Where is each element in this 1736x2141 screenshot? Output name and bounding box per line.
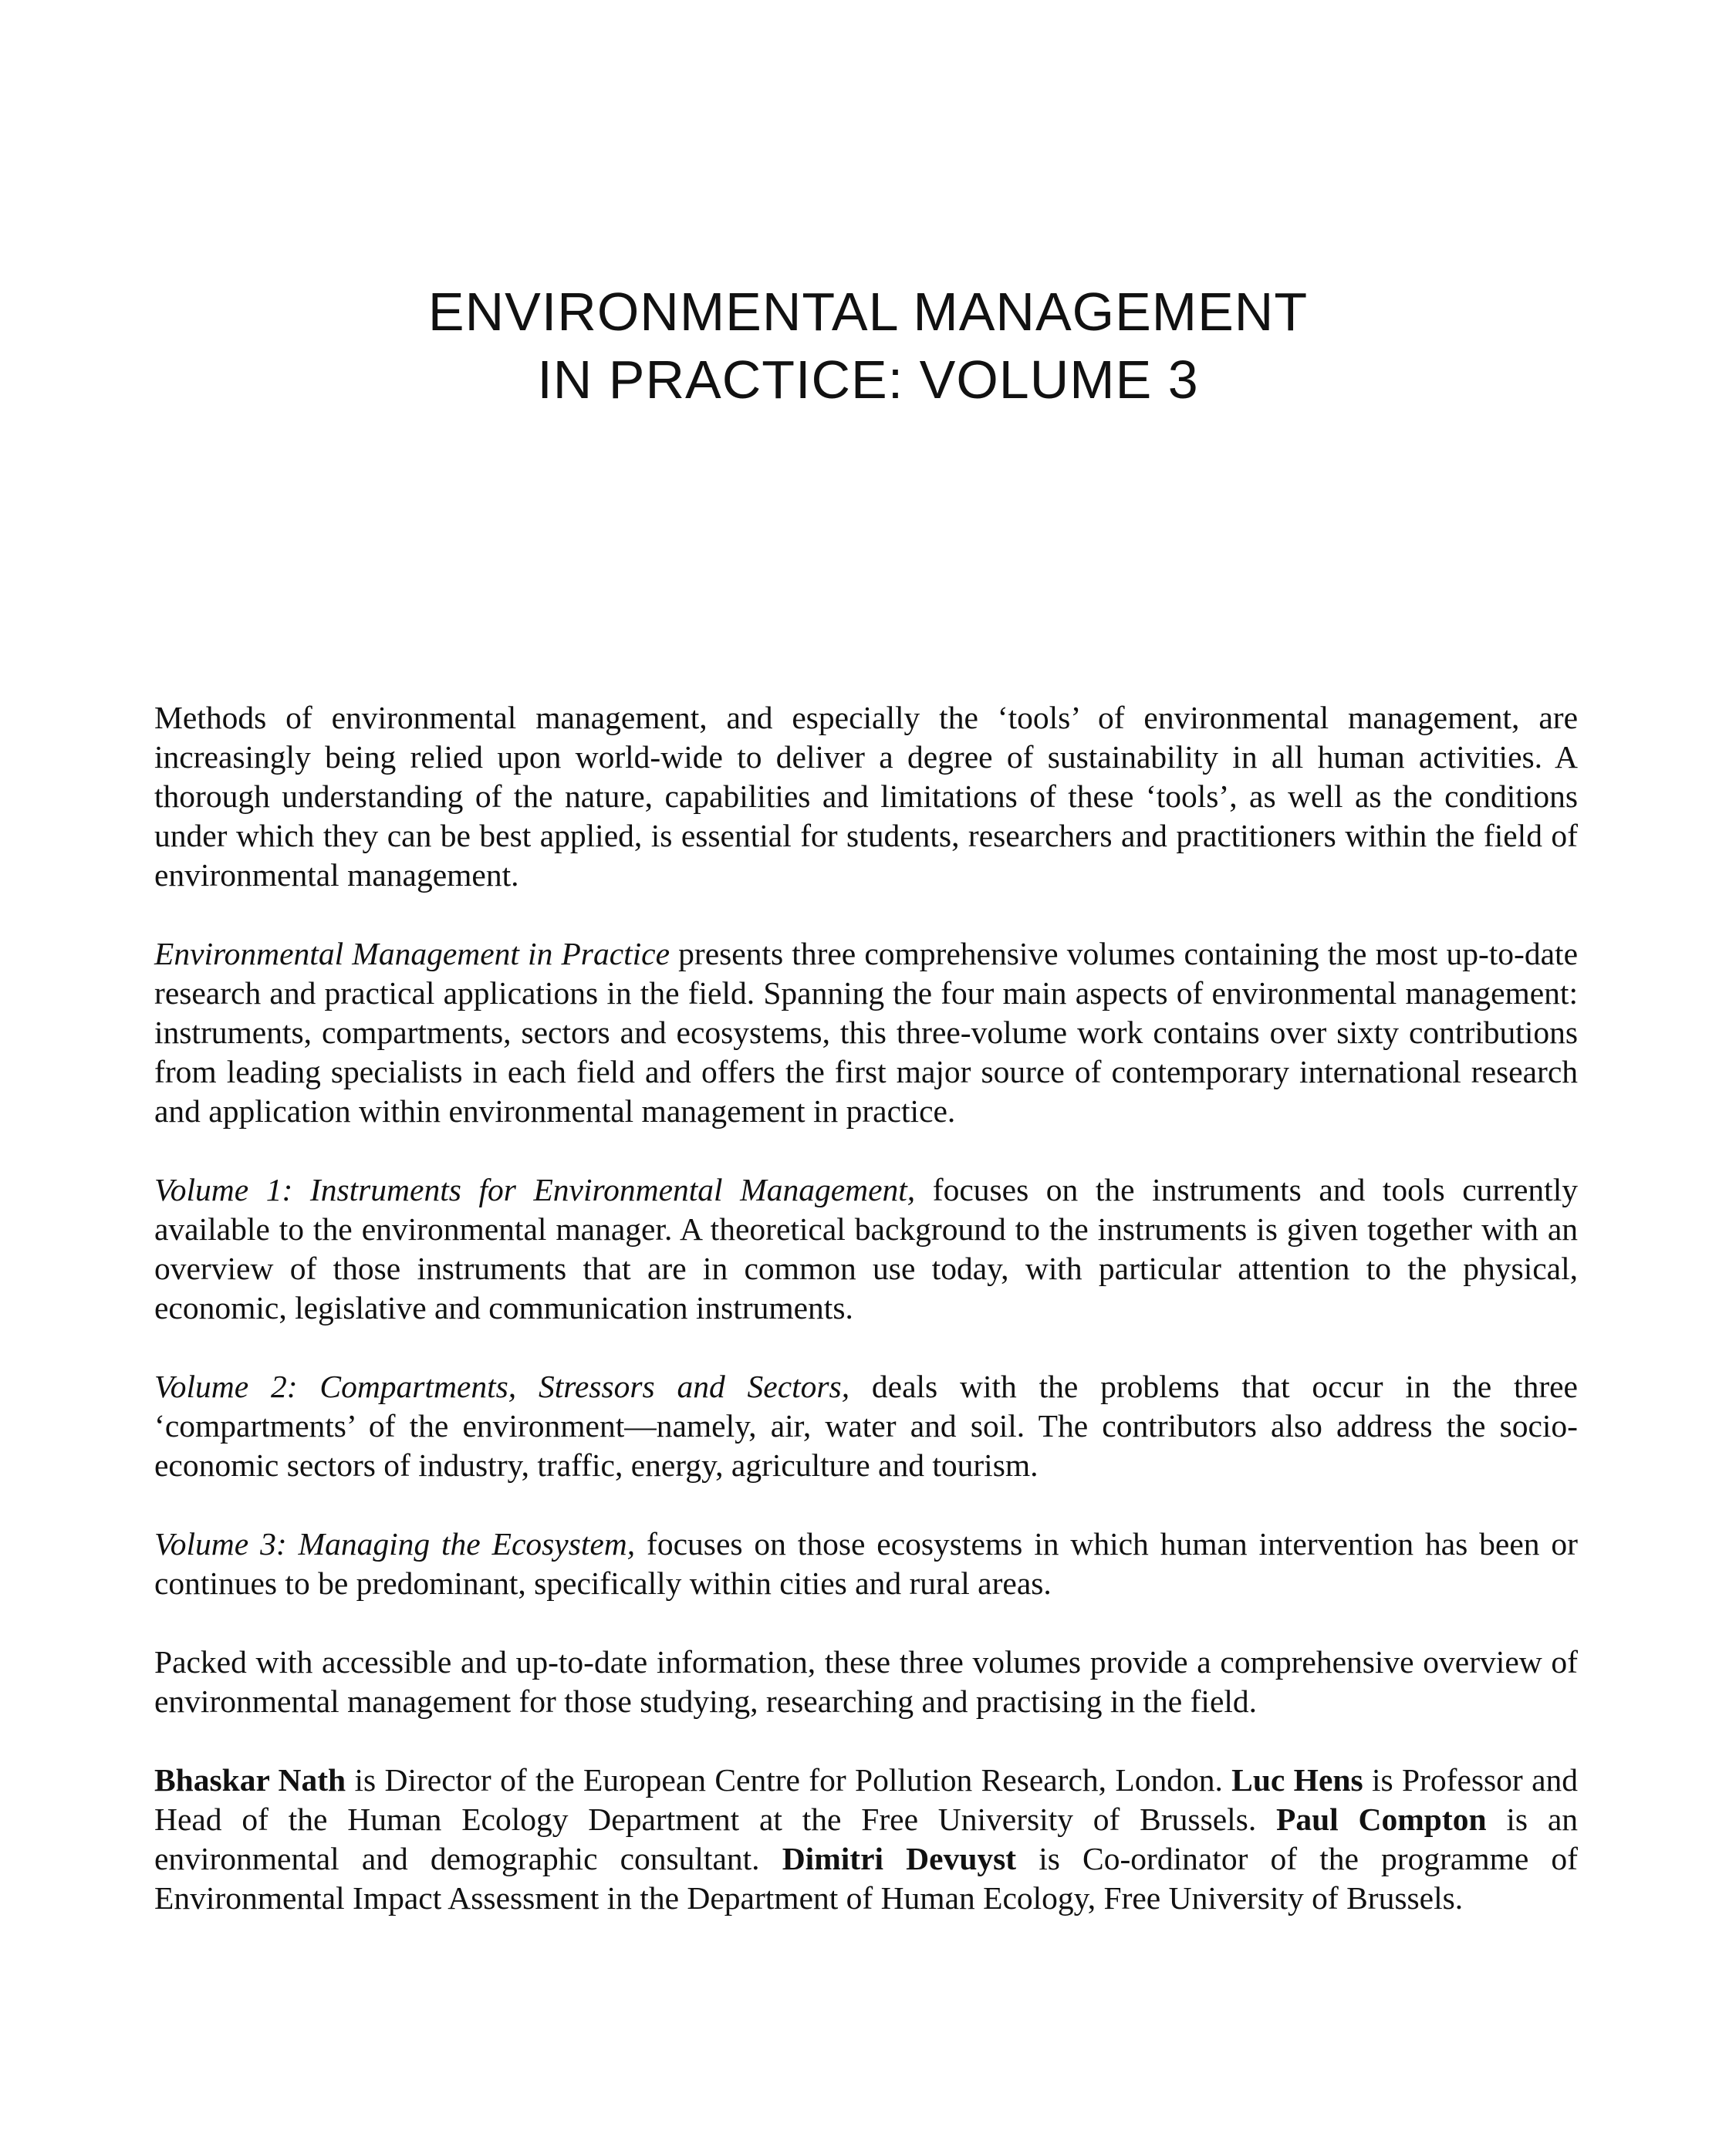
- author-name-4: Dimitri Devuyst: [782, 1841, 1017, 1876]
- series-paragraph: [154, 934, 1578, 1131]
- intro-text: Methods of environmental management, and especially the ‘tools’ of environmental management, are increasingly being relied upon world-wide to deliver a degree of sustainability in all human activities. A thorough understanding of the nature, capabilities and limitations of these ‘tools’, as well as the conditions under which they can be best applied, is essential for students, researchers and practitioners within the field of environmental management.: [154, 700, 1578, 893]
- series-title: Environmental Management in Practice: [154, 936, 670, 971]
- volume3-title: Volume 3: Managing the Ecosystem,: [154, 1526, 636, 1562]
- intro-paragraph: [154, 698, 1578, 895]
- authors-paragraph: [154, 1761, 1578, 1918]
- author-name-1: Bhaskar Nath: [154, 1762, 346, 1798]
- author-bio-2: is Professor and Head of the Human Ecology Department at the Free University of Brussels.: [154, 1762, 1578, 1837]
- author-bio-4: is Co-ordinator of the programme of Environmental Impact Assessment in the Department of Human Ecology, Free University of Brussels.: [154, 1841, 1579, 1916]
- title-line-2: IN PRACTICE: VOLUME 3: [537, 350, 1199, 410]
- title-line-1: ENVIRONMENTAL MANAGEMENT: [427, 282, 1309, 342]
- volume3-text: focuses on those ecosystems in which human intervention has been or continues to be predominant, specifically within cities and rural areas.: [154, 1526, 1578, 1601]
- page-title: [0, 278, 1736, 414]
- volume3-paragraph: [154, 1525, 1578, 1603]
- volume2-paragraph: [154, 1367, 1578, 1485]
- blurb-body: [154, 698, 1578, 1918]
- volume1-text: focuses on the instruments and tools currently available to the environmental manager. A theoretical background to the instruments is given together with an overview of those instruments that are in common use today, with particular attention to the physical, economic, legislative and communication instruments.: [154, 1172, 1578, 1325]
- series-text: presents three comprehensive volumes containing the most up-to-date research and practical applications in the field. Spanning the four main aspects of environmental management: instruments, compartments, sectors and ecosystems, this three-volume work contains over sixty contributions from leading specialists in each field and offers the first major source of contemporary international research and application within environmental management in practice.: [154, 936, 1578, 1129]
- volume1-title: Volume 1: Instruments for Environmental Management,: [154, 1172, 916, 1207]
- author-bio-1: is Director of the European Centre for Pollution Research, London.: [346, 1762, 1232, 1798]
- author-bio-3: is an environmental and demographic consultant.: [154, 1802, 1579, 1876]
- summary-text: Packed with accessible and up-to-date information, these three volumes provide a comprehensive overview of environmental management for those studying, researching and practising in the field.: [154, 1644, 1578, 1719]
- author-name-2: Luc Hens: [1231, 1762, 1363, 1798]
- author-name-3: Paul Compton: [1276, 1802, 1487, 1837]
- volume2-text: deals with the problems that occur in the three ‘compartments’ of the environment—namely, air, water and soil. The contributors also address the socio-economic sectors of industry, traffic, energy, agriculture and tourism.: [154, 1369, 1578, 1483]
- volume1-paragraph: [154, 1170, 1578, 1328]
- volume2-title: Volume 2: Compartments, Stressors and Sectors,: [154, 1369, 850, 1404]
- summary-paragraph: [154, 1643, 1578, 1721]
